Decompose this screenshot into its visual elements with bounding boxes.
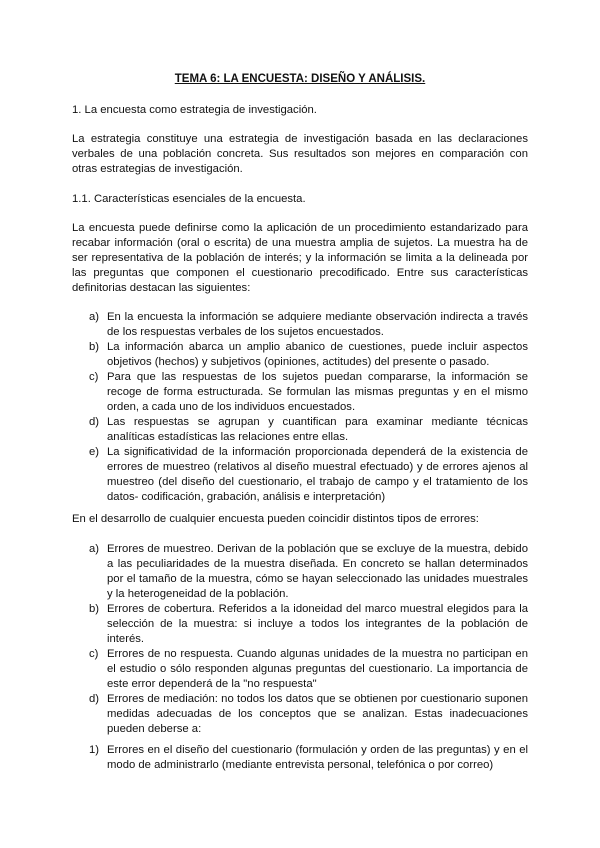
document-title: TEMA 6: LA ENCUESTA: DISEÑO Y ANÁLISIS. [174, 73, 426, 85]
errors-intro: En el desarrollo de cualquier encuesta pueden coincidir distintos tipos de errores: [72, 513, 479, 525]
list-item [72, 415, 528, 445]
list-text: Errores de no respuesta. Cuando algunas unidades de la muestra no participan en el estudio o sólo responden algunas preguntas del cuestionario. La importancia de este error dependerá de la "no respuesta" [107, 648, 528, 690]
list-item [72, 602, 528, 647]
list-text: En la encuesta la información se adquiere mediante observación indirecta a través de los respuestas verbales de los sujetos encuestados. [107, 311, 528, 338]
list-label: b) [89, 341, 100, 353]
list-item [72, 743, 528, 773]
list-item [72, 370, 528, 415]
list-item [72, 692, 528, 737]
list-item [72, 445, 528, 505]
list-text: La significatividad de la información proporcionada dependerá de la existencia de errores de muestreo (relativos al diseño muestral efectuado) y de errores ajenos al muestreo (del diseño del cuestionario, el trabajo de campo y el tratamiento de los datos- codificación, grabación, análisis e interpretación) [107, 446, 528, 503]
list-label: d) [89, 693, 100, 705]
list-text: Para que las respuestas de los sujetos puedan compararse, la información se recoge de forma estructurada. Se formulan las mismas preguntas y en el mismo orden, a cada uno de los individuos encuestados. [107, 371, 528, 413]
list-item [72, 340, 528, 370]
list-label: c) [89, 371, 99, 383]
list-label: a) [89, 311, 100, 323]
list-label: 1) [89, 744, 100, 756]
section-1-paragraph: La estrategia constituye una estrategia de investigación basada en las declaraciones verbales de una población concreta. Sus resultados son mejores en comparación con otras estrategias de investigación. [72, 133, 528, 175]
list-text: Las respuestas se agrupan y cuantifican para examinar mediante técnicas analíticas estadísticas las relaciones entre ellas. [107, 416, 528, 443]
list-label: b) [89, 603, 100, 615]
list-text: Errores en el diseño del cuestionario (formulación y orden de las preguntas) y en el modo de administrarlo (mediante entrevista personal, telefónica o por correo) [107, 744, 528, 771]
section-1-heading: 1. La encuesta como estrategia de investigación. [72, 104, 317, 116]
list-label: c) [89, 648, 99, 660]
list-item [72, 310, 528, 340]
errors-list [72, 542, 528, 737]
list-label: d) [89, 416, 100, 428]
section-1-1-paragraph: La encuesta puede definirse como la aplicación de un procedimiento estandarizado para recabar información (oral o escrita) de una muestra amplia de sujetos. La muestra ha de ser representativa de la población de interés; y la información se limita a la delineada por las preguntas que componen el cuestionario precodificado. Entre sus características definitorias destacan las siguientes: [72, 222, 528, 294]
list-item [72, 542, 528, 602]
list-text: Errores de muestreo. Derivan de la población que se excluye de la muestra, debido a las peculiaridades de la muestra diseñada. En concreto se hallan determinados por el tamaño de la muestra, cómo se hayan seleccionado las unidades muestrales y la heterogeneidad de la población. [107, 543, 528, 600]
list-label: a) [89, 543, 100, 555]
list-label: e) [89, 446, 100, 458]
list-text: Errores de mediación: no todos los datos que se obtienen por cuestionario suponen medidas adecuadas de los conceptos que se analizan. Estas inadecuaciones pueden deberse a: [107, 693, 528, 735]
mediation-causes-list [72, 743, 528, 773]
list-item [72, 647, 528, 692]
characteristics-list [72, 310, 528, 505]
section-1-1-heading: 1.1. Características esenciales de la encuesta. [72, 193, 306, 205]
list-text: Errores de cobertura. Referidos a la idoneidad del marco muestral elegidos para la selección de la muestra: si incluye a todos los integrantes de la población de interés. [107, 603, 528, 645]
list-text: La información abarca un amplio abanico de cuestiones, puede incluir aspectos objetivos (hechos) y subjetivos (opiniones, actitudes) del presente o pasado. [107, 341, 528, 368]
